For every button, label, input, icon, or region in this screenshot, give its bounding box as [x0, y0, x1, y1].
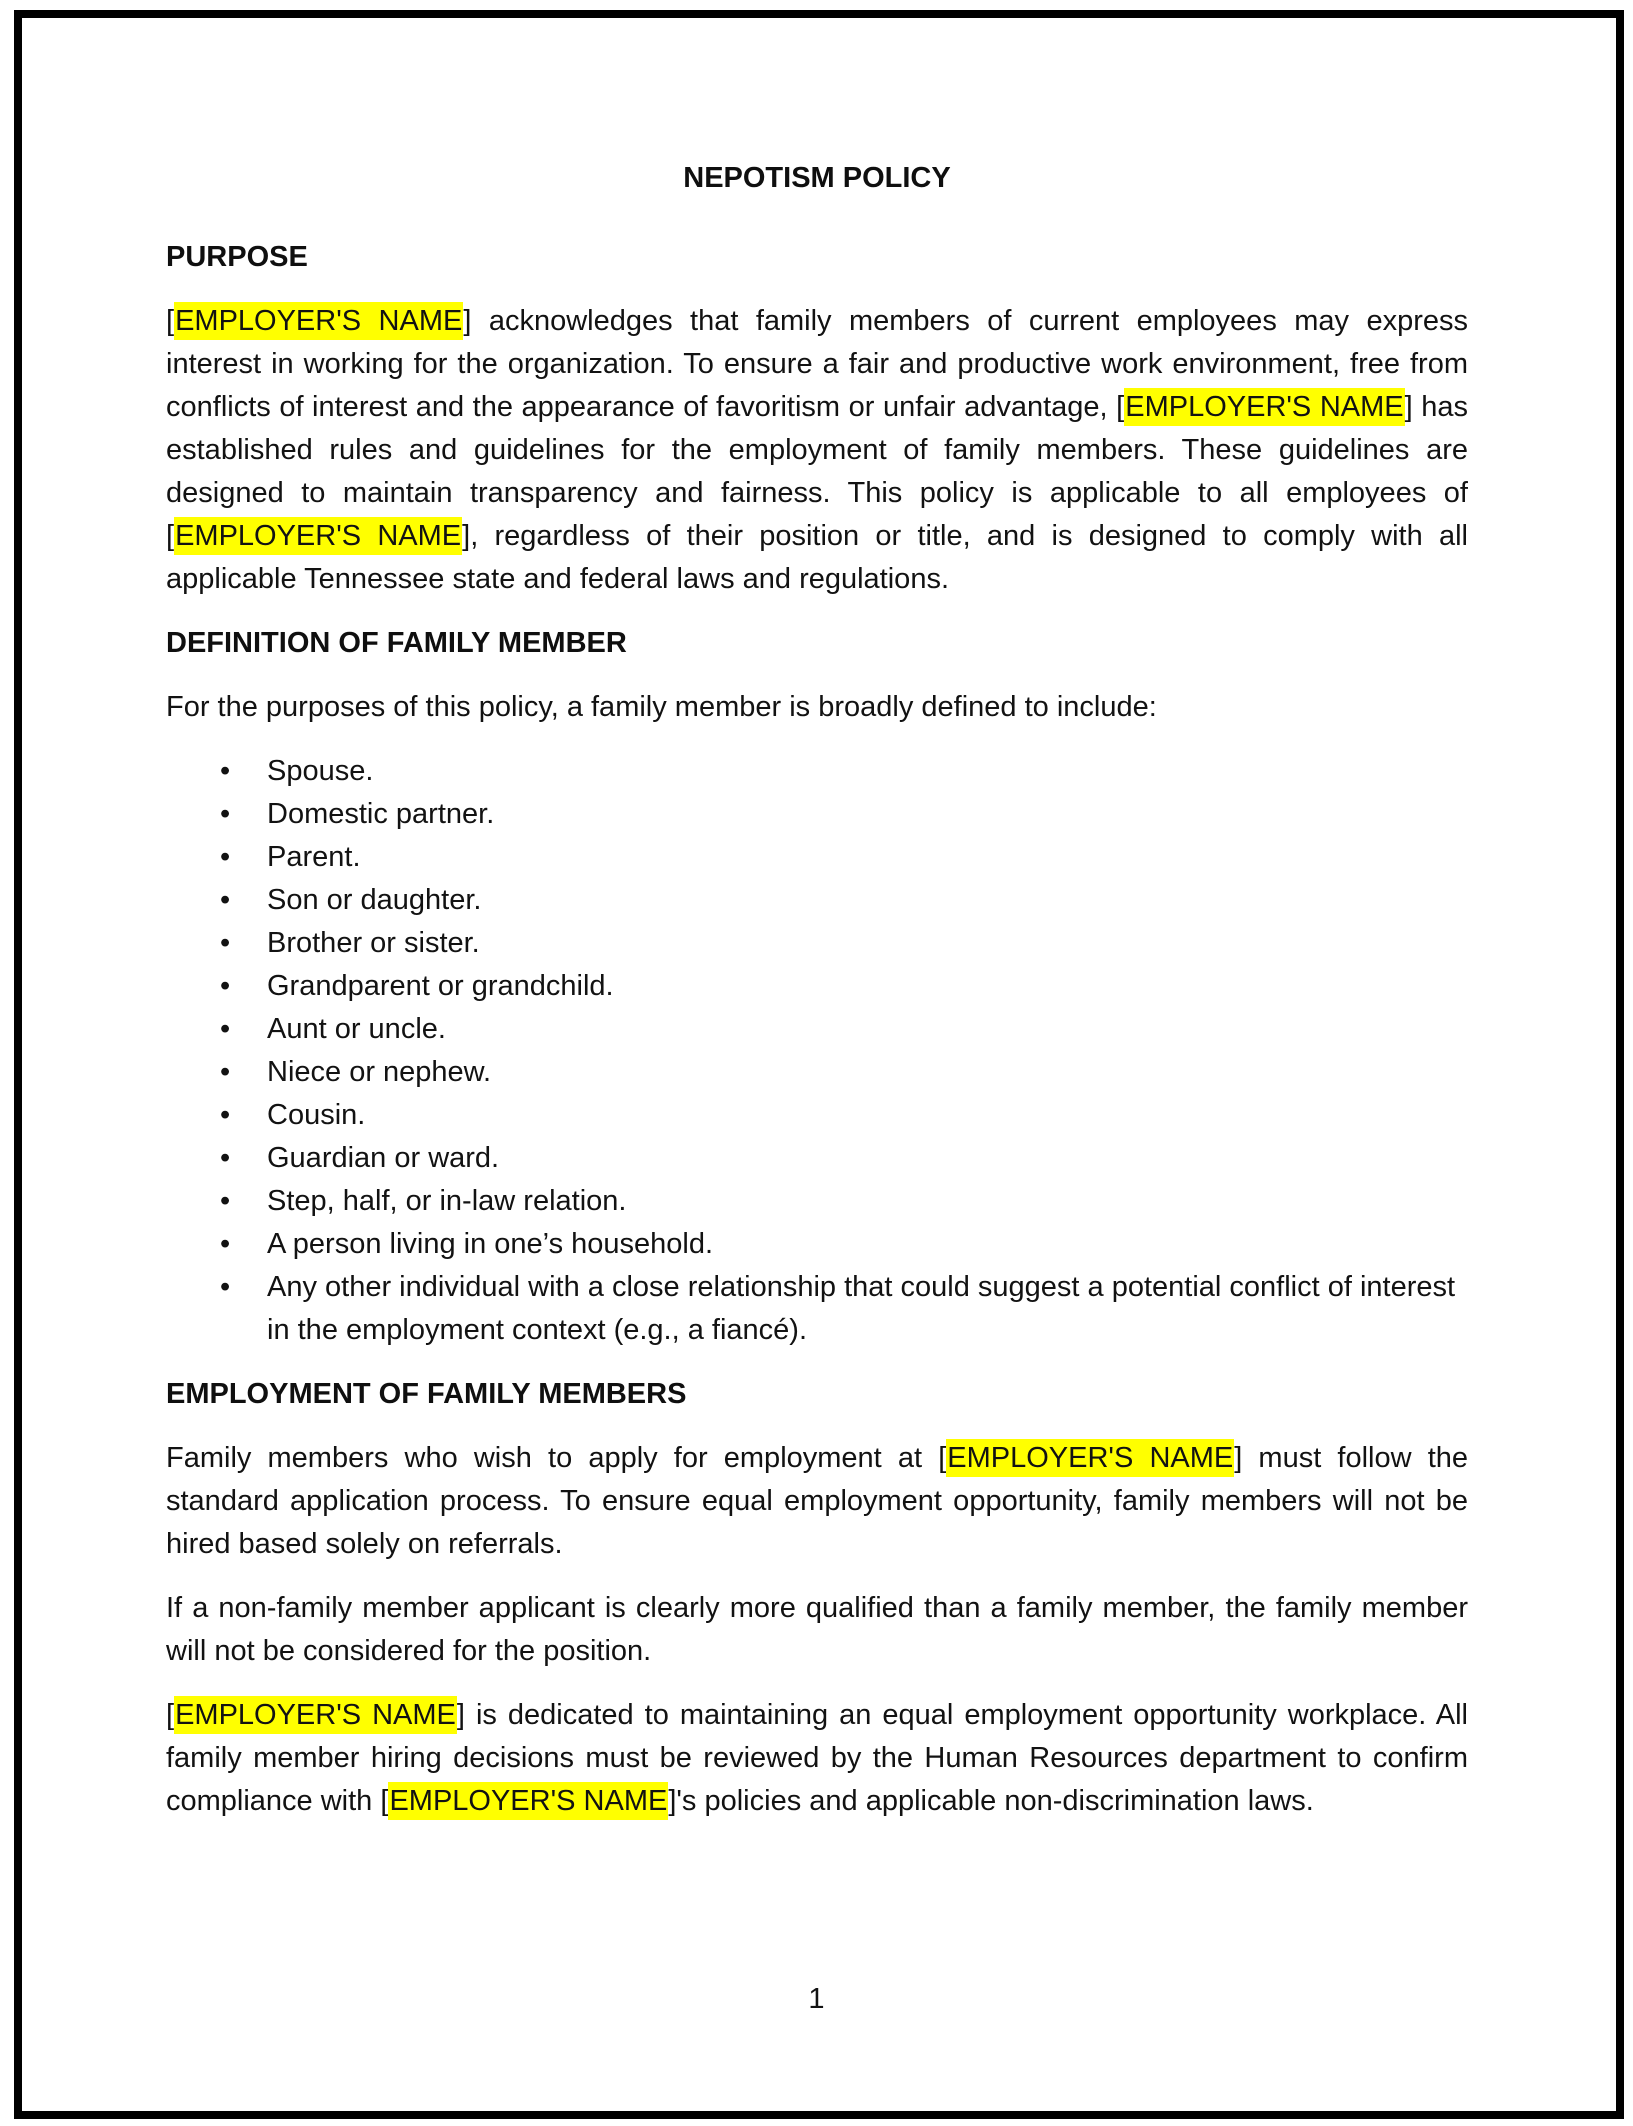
highlighted-placeholder: EMPLOYER'S NAME	[174, 517, 462, 555]
purpose-paragraph: [EMPLOYER'S NAME] acknowledges that family members of current employees may express interest in working for the organization. To ensure a fair and productive work environment, free from conflicts of interest and the appearance of favoritism or unfair advantage, [EMPLOYER'S NAME] has established rules and guidelines for the employment of family members. These guidelines are designed to maintain transparency and fairness. This policy is applicable to all employees of [EMPLOYER'S NAME], regardless of their position or title, and is designed to comply with all applicable Tennessee state and federal laws and regulations.	[166, 300, 1468, 601]
list-item: • Spouse.	[267, 750, 1468, 793]
highlighted-placeholder: EMPLOYER'S NAME	[388, 1782, 668, 1820]
list-item: • Brother or sister.	[267, 922, 1468, 965]
list-item: • Son or daughter.	[267, 879, 1468, 922]
section-heading-employment: EMPLOYMENT OF FAMILY MEMBERS	[166, 1378, 687, 1410]
document-body	[166, 157, 1468, 1844]
highlighted-placeholder: EMPLOYER'S NAME	[946, 1439, 1234, 1477]
section-heading-purpose: PURPOSE	[166, 241, 308, 273]
employment-paragraph-1: Family members who wish to apply for employment at [EMPLOYER'S NAME] must follow the standard application process. To ensure equal employment opportunity, family members will not be hired based solely on referrals.	[166, 1437, 1468, 1566]
list-item: • Parent.	[267, 836, 1468, 879]
definition-intro-paragraph: For the purposes of this policy, a family member is broadly defined to include:	[166, 691, 1157, 723]
list-item: • Any other individual with a close relationship that could suggest a potential conflict of interest in the employment context (e.g., a fiancé).	[267, 1266, 1468, 1352]
page-number: 1	[808, 1983, 825, 2015]
employment-paragraph-3: [EMPLOYER'S NAME] is dedicated to maintaining an equal employment opportunity workplace. All family member hiring decisions must be reviewed by the Human Resources department to confirm compliance with [EMPLOYER'S NAME]'s policies and applicable non-discrimination laws.	[166, 1694, 1468, 1823]
list-item: • Aunt or uncle.	[267, 1008, 1468, 1051]
highlighted-placeholder: EMPLOYER'S NAME	[174, 1696, 457, 1734]
list-item: • Cousin.	[267, 1094, 1468, 1137]
family-member-list	[166, 750, 1468, 1352]
list-item: • Domestic partner.	[267, 793, 1468, 836]
employment-paragraph-2: If a non-family member applicant is clearly more qualified than a family member, the family member will not be considered for the position.	[166, 1592, 1468, 1667]
highlighted-placeholder: EMPLOYER'S NAME	[174, 302, 463, 340]
list-item: • Guardian or ward.	[267, 1137, 1468, 1180]
list-item: • Niece or nephew.	[267, 1051, 1468, 1094]
section-heading-definition: DEFINITION OF FAMILY MEMBER	[166, 627, 627, 659]
document-title: NEPOTISM POLICY	[683, 162, 951, 194]
list-item: • A person living in one’s household.	[267, 1223, 1468, 1266]
highlighted-placeholder: EMPLOYER'S NAME	[1124, 388, 1404, 426]
list-item: • Grandparent or grandchild.	[267, 965, 1468, 1008]
list-item: • Step, half, or in-law relation.	[267, 1180, 1468, 1223]
